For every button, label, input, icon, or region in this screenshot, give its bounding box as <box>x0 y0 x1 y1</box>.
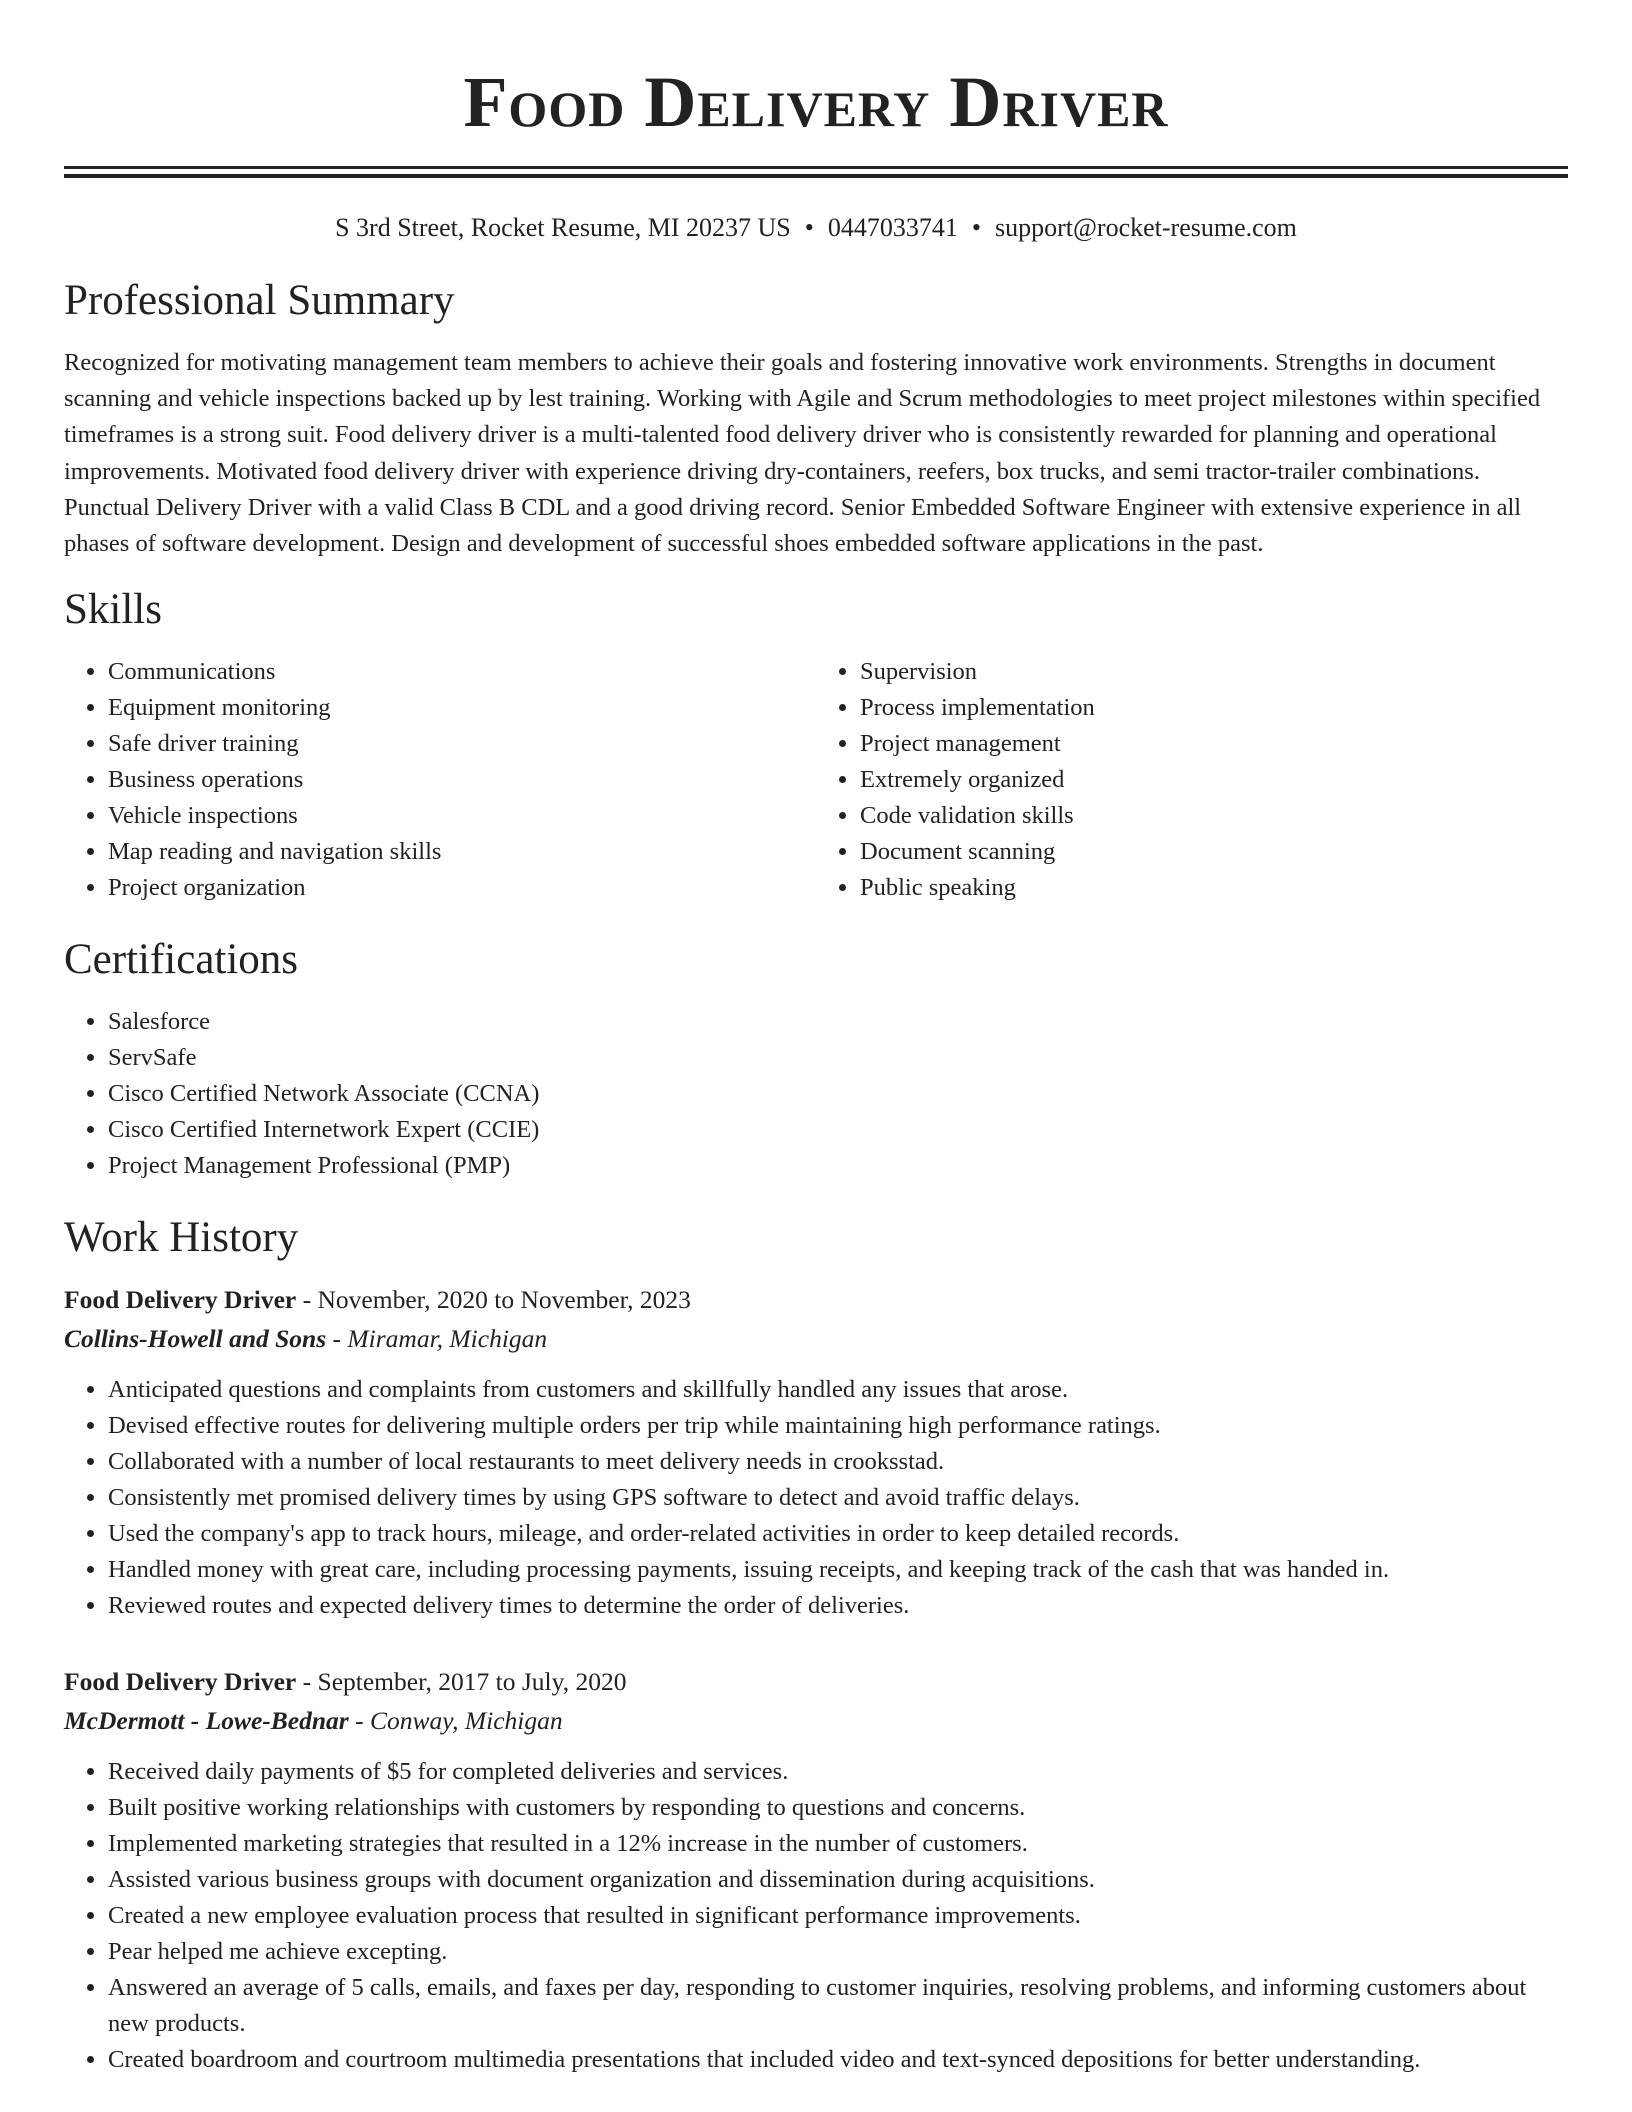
certification-item: • Project Management Professional (PMP) <box>108 1148 1568 1184</box>
job-dates: September, 2017 to July, 2020 <box>317 1667 627 1697</box>
skill-item: • Public speaking <box>860 870 1568 906</box>
skill-item: • Document scanning <box>860 834 1568 870</box>
job-dash: - <box>326 1324 348 1354</box>
job-company-line <box>64 1319 1568 1358</box>
job-bullet: • Collaborated with a number of local restaurants to meet delivery needs in crooksstad. <box>108 1444 1568 1480</box>
job-company: McDermott - Lowe-Bednar <box>64 1706 349 1736</box>
resume-title: Food Delivery Driver <box>463 62 1169 142</box>
skill-item: • Extremely organized <box>860 762 1568 798</box>
job-dash: - <box>348 1706 370 1736</box>
job-bullet: • Implemented marketing strategies that resulted in a 12% increase in the number of customers. <box>108 1826 1568 1862</box>
certifications-list <box>64 1004 1568 1184</box>
skill-item: • Map reading and navigation skills <box>108 834 816 870</box>
skills-heading: Skills <box>64 586 162 634</box>
skills-list-right <box>816 654 1568 906</box>
job-dash: - <box>296 1285 318 1315</box>
job-entry <box>64 1280 1568 1624</box>
skill-item: • Business operations <box>108 762 816 798</box>
contact-separator: • <box>971 213 981 242</box>
contact-email[interactable]: support@rocket-resume.com <box>994 213 1297 242</box>
job-dates: November, 2020 to November, 2023 <box>317 1285 691 1315</box>
job-title-line <box>64 1662 1568 1701</box>
skill-item: • Code validation skills <box>860 798 1568 834</box>
contact-line <box>64 211 1568 245</box>
certification-item: • Salesforce <box>108 1004 1568 1040</box>
job-company-line <box>64 1701 1568 1740</box>
job-title: Food Delivery Driver <box>64 1667 297 1697</box>
resume-page <box>64 0 1568 2078</box>
job-location: Conway, Michigan <box>369 1706 563 1736</box>
certification-item: • Cisco Certified Network Associate (CCNA) <box>108 1076 1568 1112</box>
contact-phone: 0447033741 <box>827 213 958 242</box>
summary-heading: Professional Summary <box>64 277 455 324</box>
skill-item: • Process implementation <box>860 690 1568 726</box>
summary-text: Recognized for motivating management team members to achieve their goals and fostering innovative work environments. Strengths in document scanning and vehicle inspections backed up by lest training. Working with Agile and Scrum methodologies to meet project milestones within specified timeframes is a strong suit. Food delivery driver is a multi-talented food delivery driver who is consistently rewarded for planning and operational improvements. Motivated food delivery driver with experience driving dry-containers, reefers, box trucks, and semi tractor-trailer combinations. Punctual Delivery Driver with a valid Class B CDL and a good driving record. Senior Embedded Software Engineer with extensive experience in all phases of software development. Design and development of successful shoes embedded software applications in the past. <box>64 349 1541 558</box>
job-bullet: • Created a new employee evaluation process that resulted in significant performance improvements. <box>108 1898 1568 1934</box>
certification-item: • ServSafe <box>108 1040 1568 1076</box>
job-bullet: • Created boardroom and courtroom multimedia presentations that included video and text-synced depositions for better understanding. <box>108 2042 1568 2078</box>
skills-columns <box>64 654 1568 906</box>
skill-item: • Communications <box>108 654 816 690</box>
certifications-heading: Certifications <box>64 936 299 984</box>
job-bullet: • Received daily payments of $5 for completed deliveries and services. <box>108 1754 1568 1790</box>
job-title: Food Delivery Driver <box>64 1285 297 1315</box>
job-bullet: • Handled money with great care, including processing payments, issuing receipts, and keeping track of the cash that was handed in. <box>108 1552 1568 1588</box>
job-entry <box>64 1662 1568 2078</box>
job-bullets <box>64 1372 1568 1624</box>
job-bullet: • Built positive working relationships with customers by responding to questions and concerns. <box>108 1790 1568 1826</box>
contact-address: S 3rd Street, Rocket Resume, MI 20237 US <box>335 213 791 242</box>
job-bullet: • Reviewed routes and expected delivery times to determine the order of deliveries. <box>108 1588 1568 1624</box>
skill-item: • Project organization <box>108 870 816 906</box>
job-title-line <box>64 1280 1568 1319</box>
skill-item: • Equipment monitoring <box>108 690 816 726</box>
contact-separator: • <box>804 213 814 242</box>
job-bullet: • Used the company's app to track hours, mileage, and order-related activities in order to keep detailed records. <box>108 1516 1568 1552</box>
job-location: Miramar, Michigan <box>347 1324 548 1354</box>
skills-list-left <box>64 654 816 906</box>
work-history-heading: Work History <box>64 1214 299 1262</box>
skill-item: • Safe driver training <box>108 726 816 762</box>
skill-item: • Vehicle inspections <box>108 798 816 834</box>
job-dash: - <box>296 1667 318 1697</box>
job-bullet: • Anticipated questions and complaints from customers and skillfully handled any issues that arose. <box>108 1372 1568 1408</box>
certification-item: • Cisco Certified Internetwork Expert (CCIE) <box>108 1112 1568 1148</box>
job-bullets <box>64 1754 1568 2078</box>
job-company: Collins-Howell and Sons <box>64 1324 327 1354</box>
title-rule-bottom <box>64 174 1568 178</box>
job-bullet: • Consistently met promised delivery times by using GPS software to detect and avoid traffic delays. <box>108 1480 1568 1516</box>
job-bullet: • Pear helped me achieve excepting. <box>108 1934 1568 1970</box>
skill-item: • Supervision <box>860 654 1568 690</box>
job-bullet: • Assisted various business groups with document organization and dissemination during acquisitions. <box>108 1862 1568 1898</box>
job-bullet: • Answered an average of 5 calls, emails, and faxes per day, responding to customer inquiries, resolving problems, and informing customers about new products. <box>108 1970 1568 2042</box>
skill-item: • Project management <box>860 726 1568 762</box>
job-bullet: • Devised effective routes for delivering multiple orders per trip while maintaining high performance ratings. <box>108 1408 1568 1444</box>
title-rule-top <box>64 166 1568 169</box>
